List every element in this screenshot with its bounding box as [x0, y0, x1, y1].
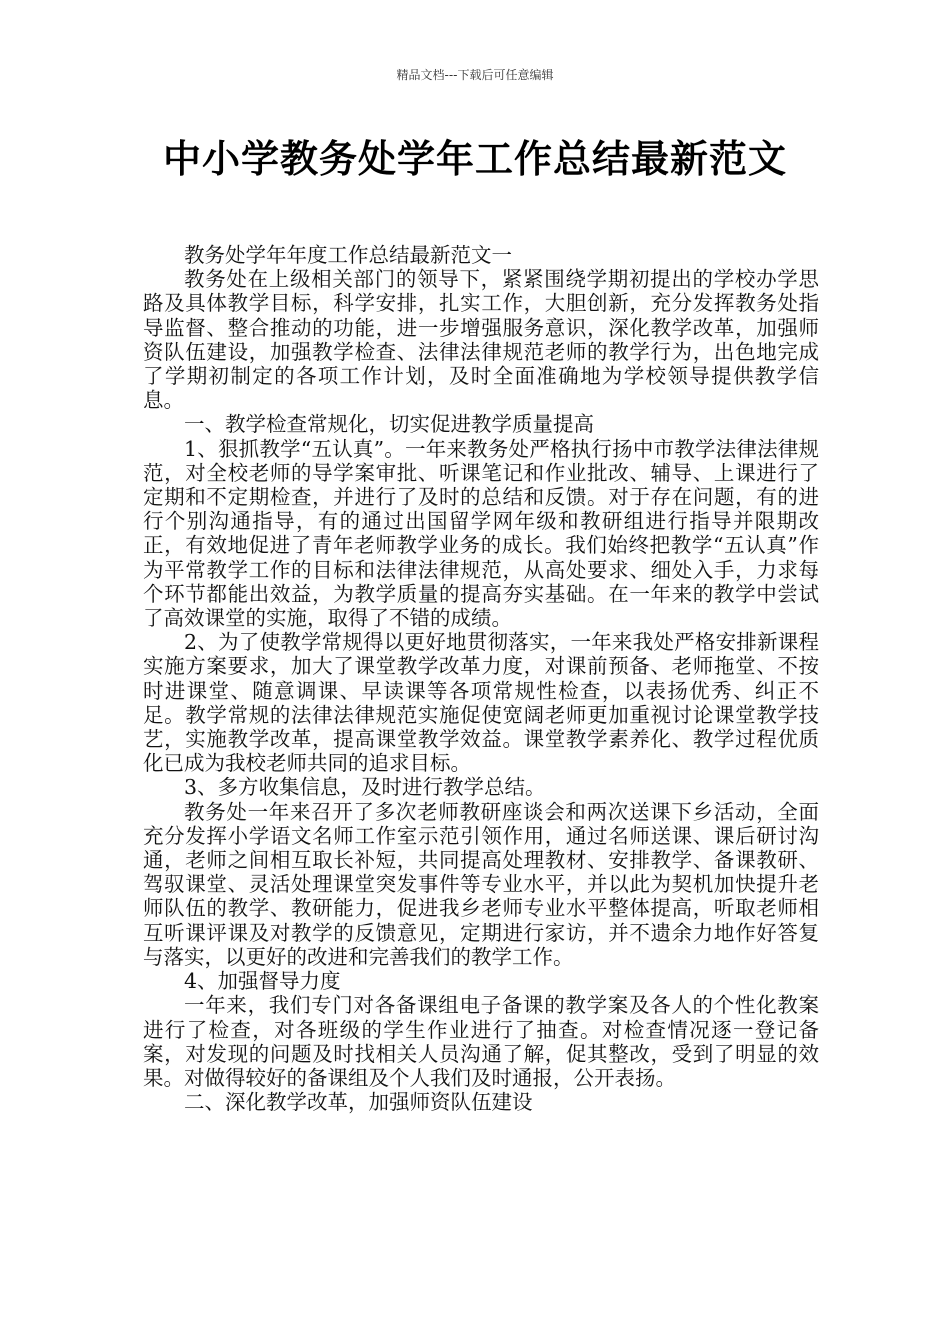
section-heading-1: 一、教学检查常规化，切实促进教学质量提高 [184, 412, 594, 437]
paragraph-item-4-heading: 4、加强督导力度 [184, 969, 341, 994]
paragraph-intro: 教务处在上级相关部门的领导下，紧紧围绕学期初提出的学校办学思路及具体教学目标，科学安排，扎实工作，大胆创新，充分发挥教务处指导监督、整合推动的功能，进一步增强服务意识，深化教学改革，加强师资队伍建设，加强教学检查、法律法律规范老师的教学行为，出色地完成了学期初制定的各项工作计划，及时全面准确地为学校领导提供教学信息。 [143, 267, 819, 413]
paragraph-item-1: 1、狠抓教学“五认真”。一年来教务处严格执行扬中市教学法律法律规范，对全校老师的导学案审批、听课笔记和作业批改、辅导、上课进行了定期和不定期检查，并进行了及时的总结和反馈。对于存在问题，有的进行个别沟通指导，有的通过出国留学网年级和教研组进行指导并限期改正，有效地促进了青年老师教学业务的成长。我们始终把教学“五认真”作为平常教学工作的目标和法律法律规范，从高处要求、细处入手，力求每个环节都能出效益，为教学质量的提高夯实基础。在一年来的教学中尝试了高效课堂的实施，取得了不错的成绩。 [143, 436, 819, 631]
document-body [143, 243, 819, 1114]
paragraph-item-3: 教务处一年来召开了多次老师教研座谈会和两次送课下乡活动，全面充分发挥小学语文名师工作室示范引领作用，通过名师送课、课后研讨沟通，老师之间相互取长补短，共同提高处理教材、安排教学、备课教研、驾驭课堂、灵活处理课堂突发事件等专业水平，并以此为契机加快提升老师队伍的教学、教研能力，促进我乡老师专业水平整体提高，听取老师相互听课评课及对教学的反馈意见，定期进行家访，并不遗余力地作好答复与落实，以更好的改进和完善我们的教学工作。 [143, 799, 819, 969]
paragraph-item-4: 一年来，我们专门对各备课组电子备课的教学案及各人的个性化教案进行了检查，对各班级的学生作业进行了抽查。对检查情况逐一登记备案，对发现的问题及时找相关人员沟通了解，促其整改，受到了明显的效果。对做得较好的备课组及个人我们及时通报，公开表扬。 [143, 993, 819, 1090]
paragraph-subtitle: 教务处学年年度工作总结最新范文一 [184, 243, 512, 267]
section-heading-2: 二、深化教学改革，加强师资队伍建设 [184, 1090, 533, 1115]
header-note: 精品文档---下载后可任意编辑 [396, 68, 554, 82]
paragraph-item-3-heading: 3、多方收集信息，及时进行教学总结。 [184, 775, 546, 800]
document-title: 中小学教务处学年工作总结最新范文 [162, 137, 787, 181]
paragraph-item-2: 2、为了使教学常规得以更好地贯彻落实，一年来我处严格安排新课程实施方案要求，加大了课堂教学改革力度，对课前预备、老师拖堂、不按时进课堂、随意调课、早读课等各项常规性检查，以表扬优秀、纠正不足。教学常规的法律法律规范实施促使宽阔老师更加重视讨论课堂教学技艺，实施教学改革，提高课堂教学效益。课堂教学素养化、教学过程优质化已成为我校老师共同的追求目标。 [143, 630, 819, 776]
